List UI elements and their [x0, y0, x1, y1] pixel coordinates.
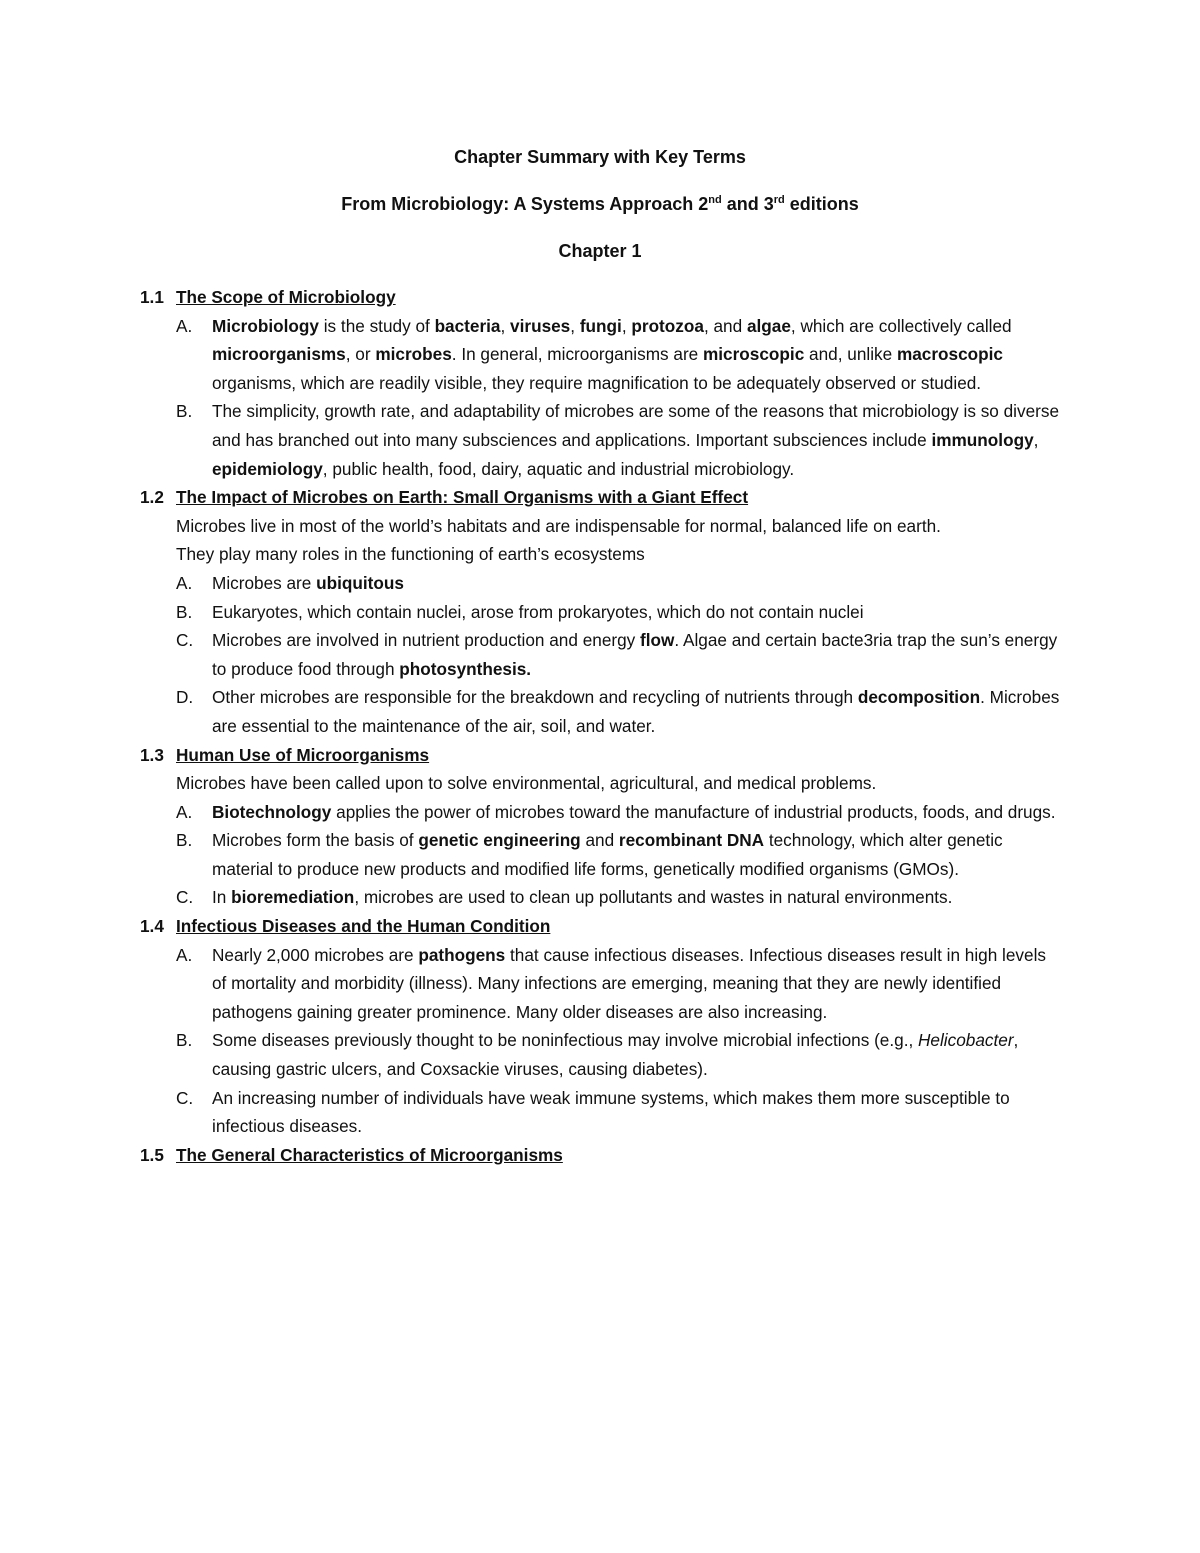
section-heading [140, 483, 1060, 512]
subtitle-text-end: editions [784, 194, 859, 214]
list-item-text [212, 798, 1060, 827]
key-term: immunology [931, 429, 1034, 450]
section-paragraph: Microbes have been called upon to solve environmental, agricultural, and medical problems. [176, 773, 877, 794]
subtitle-superscript-nd: nd [708, 194, 722, 206]
section-title: Human Use of Microorganisms [176, 744, 430, 765]
list-item [140, 683, 1060, 740]
key-term: microscopic [703, 344, 805, 365]
text-run: , [500, 315, 511, 336]
list-item [140, 826, 1060, 883]
list-item-letter: B. [176, 1030, 193, 1051]
list-item [140, 941, 1060, 1027]
text-run: . Microbes are essential to the maintenance of the air, soil, and water. [212, 687, 1060, 736]
text-run: that cause infectious diseases. Infectious diseases result in high levels of mortality and morbidity (illness). Many infections are emerging, meaning that they are newly identified pathogens gaining greater prominence. Many older diseases are also increasing. [212, 944, 1047, 1022]
section-title: The Impact of Microbes on Earth: Small Organisms with a Giant Effect [176, 487, 749, 508]
text-run: Microbes are [212, 572, 317, 593]
subtitle-text-start: From Microbiology: A Systems Approach 2 [341, 194, 709, 214]
key-term: Microbiology [212, 315, 319, 336]
text-run: Eukaryotes, which contain nuclei, arose from prokaryotes, which do not contain nuclei [212, 601, 864, 622]
text-run: The simplicity, growth rate, and adaptability of microbes are some of the reasons that microbiology is so diverse and has branched out into many subsciences and applications. Important subsciences include [212, 401, 1060, 450]
list-item-text [212, 826, 1060, 883]
list-item-letter: D. [176, 687, 194, 708]
key-term: epidemiology [212, 458, 323, 479]
list-item-text [212, 598, 1060, 627]
section-number: 1.2 [140, 487, 164, 508]
list-item [140, 1026, 1060, 1083]
subtitle-text-middle: and 3 [721, 194, 774, 214]
text-run: , [570, 315, 580, 336]
list-item-text [212, 626, 1060, 683]
text-run: In [212, 887, 232, 908]
text-run: , which are collectively called [790, 315, 1012, 336]
text-run: , microbes are used to clean up pollutants and wastes in natural environments. [354, 887, 953, 908]
list-item [140, 598, 1060, 627]
list-item-letter: A. [176, 801, 193, 822]
list-item-text [212, 941, 1060, 1027]
list-item-letter: A. [176, 572, 193, 593]
text-run: Other microbes are responsible for the breakdown and recycling of nutrients through [212, 687, 858, 708]
key-term: algae [746, 315, 791, 336]
list-item-letter: B. [176, 601, 193, 622]
section-title: Infectious Diseases and the Human Condition [176, 916, 551, 937]
text-run: , [1033, 429, 1039, 450]
text-run: . In general, microorganisms are [451, 344, 703, 365]
list-item-text [212, 1084, 1060, 1141]
section-paragraph: They play many roles in the functioning of earth’s ecosystems [176, 544, 645, 565]
key-term: flow [640, 630, 675, 651]
text-run: organisms, which are readily visible, they require magnification to be adequately observed or studied. [212, 372, 982, 393]
page-subtitle [0, 193, 1200, 215]
list-item-letter: B. [176, 401, 193, 422]
list-item-text [212, 683, 1060, 740]
document-body [140, 283, 1060, 1169]
subtitle-superscript-rd: rd [773, 194, 785, 206]
list-item-text [212, 569, 1060, 598]
list-item-letter: C. [176, 630, 194, 651]
text-run: Microbes form the basis of [212, 830, 419, 851]
section-number: 1.3 [140, 744, 164, 765]
key-term: microorganisms [212, 344, 346, 365]
list-item [140, 569, 1060, 598]
section-title: The General Characteristics of Microorganisms [176, 1144, 563, 1165]
key-term: fungi [579, 315, 622, 336]
text-run: . Algae and certain bacte3ria trap the sun’s energy to produce food through [212, 630, 1058, 679]
list-item [140, 798, 1060, 827]
key-term: genetic engineering [418, 830, 581, 851]
text-run: technology, which alter genetic material to produce new products and modified life forms, genetically modified organisms (GMOs). [212, 830, 1003, 879]
list-item [140, 312, 1060, 398]
section-title: The Scope of Microbiology [176, 287, 396, 307]
text-run: , and [703, 315, 747, 336]
key-term: pathogens [418, 944, 506, 965]
text-run: and [580, 830, 619, 851]
list-item [140, 1084, 1060, 1141]
section-number: 1.4 [140, 916, 164, 937]
list-item-letter: A. [176, 315, 193, 336]
list-item-text [212, 883, 1060, 912]
section-number: 1.1 [140, 287, 164, 307]
text-run: Nearly 2,000 microbes are [212, 944, 419, 965]
key-term: Biotechnology [212, 801, 332, 822]
text-run: Microbes are involved in nutrient production and energy [212, 630, 641, 651]
key-term: decomposition [857, 687, 981, 708]
key-term: recombinant DNA [618, 830, 765, 851]
key-term: ubiquitous [316, 572, 404, 593]
page-title: Chapter Summary with Key Terms [454, 147, 746, 167]
text-run: , or [345, 344, 376, 365]
section-heading [140, 741, 1060, 770]
section-number: 1.5 [140, 1144, 164, 1165]
list-item-text [212, 312, 1060, 398]
list-item [140, 883, 1060, 912]
list-item [140, 626, 1060, 683]
list-item-letter: A. [176, 944, 193, 965]
section-paragraph: Microbes live in most of the world’s habitats and are indispensable for normal, balanced life on earth. [176, 515, 941, 536]
key-term: photosynthesis. [399, 658, 532, 679]
section-heading [140, 912, 1060, 941]
text-run: applies the power of microbes toward the manufacture of industrial products, foods, and drugs. [331, 801, 1056, 822]
key-term: macroscopic [896, 344, 1003, 365]
text-run: Some diseases previously thought to be noninfectious may involve microbial infections (e.g., [212, 1030, 919, 1051]
key-term: microbes [375, 344, 452, 365]
chapter-heading: Chapter 1 [558, 241, 642, 261]
text-run: and, unlike [804, 344, 897, 365]
list-item-text [212, 397, 1060, 483]
text-run: , public health, food, dairy, aquatic and industrial microbiology. [322, 458, 795, 479]
list-item-letter: C. [176, 1087, 194, 1108]
key-term: protozoa [631, 315, 704, 336]
list-item [140, 397, 1060, 483]
list-item-text [212, 1026, 1060, 1083]
key-term: bioremediation [231, 887, 355, 908]
section-heading [140, 1141, 1060, 1170]
text-run: , [621, 315, 632, 336]
text-run: , causing gastric ulcers, and Coxsackie viruses, causing diabetes). [212, 1030, 1019, 1080]
italic-term: Helicobacter [918, 1030, 1014, 1051]
list-item-letter: B. [176, 830, 193, 851]
list-item-letter: C. [176, 887, 194, 908]
text-run: is the study of [318, 315, 435, 336]
key-term: viruses [510, 315, 571, 336]
text-run: An increasing number of individuals have weak immune systems, which makes them more susceptible to infectious diseases. [212, 1087, 1010, 1137]
key-term: bacteria [434, 315, 501, 336]
section-heading [140, 283, 1060, 312]
